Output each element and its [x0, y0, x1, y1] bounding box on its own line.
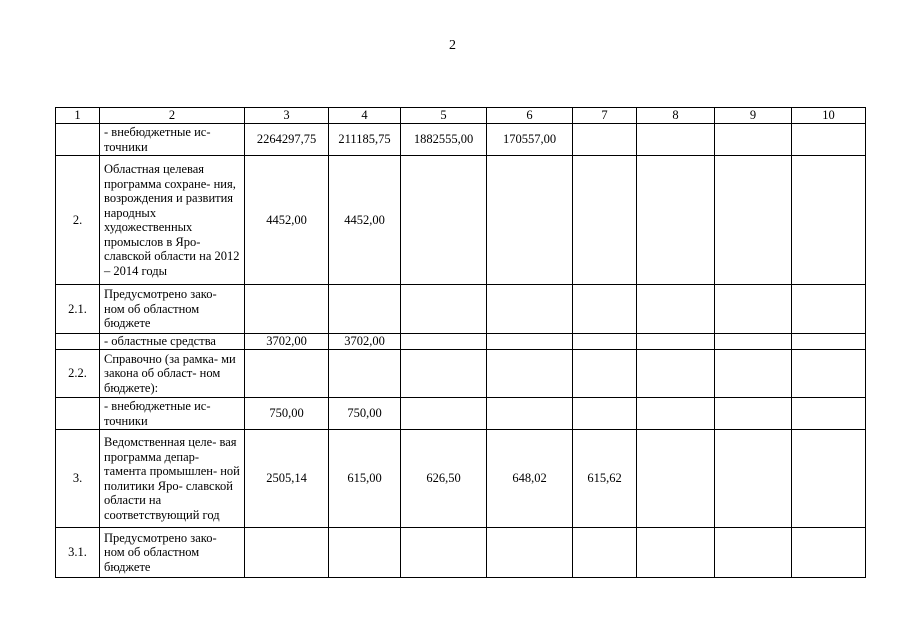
cell-c10 — [792, 124, 866, 156]
table-row — [56, 124, 866, 156]
row-number — [56, 398, 100, 430]
cell-c5 — [401, 334, 487, 350]
cell-c3: 2264297,75 — [245, 124, 329, 156]
column-header: 10 — [792, 108, 866, 124]
cell-c8 — [637, 528, 715, 578]
cell-c8 — [637, 156, 715, 285]
page-number: 2 — [449, 38, 456, 53]
cell-c10 — [792, 350, 866, 398]
row-number: 2.1. — [56, 285, 100, 334]
row-number — [56, 334, 100, 350]
row-name: Ведомственная целе- вая программа депар- тамента промышлен- ной политики Яро- славской области на соответствующий год — [100, 430, 245, 528]
cell-c3 — [245, 285, 329, 334]
cell-c5: 1882555,00 — [401, 124, 487, 156]
cell-c6: 170557,00 — [487, 124, 573, 156]
table-row — [56, 398, 866, 430]
cell-c7 — [573, 350, 637, 398]
cell-c5 — [401, 398, 487, 430]
cell-c10 — [792, 398, 866, 430]
table-row — [56, 156, 866, 285]
cell-c5 — [401, 156, 487, 285]
row-number: 2.2. — [56, 350, 100, 398]
cell-c8 — [637, 285, 715, 334]
row-name: Предусмотрено зако- ном об областном бюджете — [100, 528, 245, 578]
cell-c9 — [715, 334, 792, 350]
cell-c4 — [329, 528, 401, 578]
cell-c7 — [573, 285, 637, 334]
column-header: 8 — [637, 108, 715, 124]
cell-c5 — [401, 350, 487, 398]
row-number: 3. — [56, 430, 100, 528]
cell-c4: 4452,00 — [329, 156, 401, 285]
cell-c6 — [487, 528, 573, 578]
cell-c3: 3702,00 — [245, 334, 329, 350]
column-header: 4 — [329, 108, 401, 124]
cell-c4: 3702,00 — [329, 334, 401, 350]
row-name: Областная целевая программа сохране- ния, возрождения и развития народных художественных промыслов в Яро- славской области на 2012 – 2014 годы — [100, 156, 245, 285]
cell-c10 — [792, 285, 866, 334]
cell-c7 — [573, 334, 637, 350]
cell-c8 — [637, 334, 715, 350]
cell-c4 — [329, 350, 401, 398]
cell-c6 — [487, 398, 573, 430]
row-name: - областные средства — [100, 334, 245, 350]
cell-c6 — [487, 334, 573, 350]
cell-c9 — [715, 124, 792, 156]
cell-c10 — [792, 156, 866, 285]
table-row — [56, 528, 866, 578]
cell-c3 — [245, 528, 329, 578]
column-header: 1 — [56, 108, 100, 124]
cell-c4 — [329, 285, 401, 334]
cell-c9 — [715, 156, 792, 285]
cell-c8 — [637, 398, 715, 430]
cell-c7 — [573, 156, 637, 285]
column-header: 9 — [715, 108, 792, 124]
cell-c8 — [637, 124, 715, 156]
column-header: 3 — [245, 108, 329, 124]
row-number: 3.1. — [56, 528, 100, 578]
table-row — [56, 285, 866, 334]
cell-c3: 750,00 — [245, 398, 329, 430]
cell-c6: 648,02 — [487, 430, 573, 528]
table-header-row — [56, 108, 866, 124]
cell-c5 — [401, 528, 487, 578]
column-header: 6 — [487, 108, 573, 124]
cell-c6 — [487, 350, 573, 398]
row-number — [56, 124, 100, 156]
budget-table — [55, 107, 866, 578]
cell-c3 — [245, 350, 329, 398]
cell-c4: 211185,75 — [329, 124, 401, 156]
cell-c9 — [715, 398, 792, 430]
row-number: 2. — [56, 156, 100, 285]
table-row — [56, 334, 866, 350]
column-header: 5 — [401, 108, 487, 124]
cell-c7: 615,62 — [573, 430, 637, 528]
cell-c3: 2505,14 — [245, 430, 329, 528]
cell-c9 — [715, 430, 792, 528]
cell-c5 — [401, 285, 487, 334]
cell-c8 — [637, 350, 715, 398]
cell-c7 — [573, 528, 637, 578]
cell-c6 — [487, 285, 573, 334]
cell-c9 — [715, 528, 792, 578]
row-name: Справочно (за рамка- ми закона об област- ном бюджете): — [100, 350, 245, 398]
cell-c6 — [487, 156, 573, 285]
cell-c5: 626,50 — [401, 430, 487, 528]
cell-c7 — [573, 124, 637, 156]
cell-c10 — [792, 334, 866, 350]
row-name: Предусмотрено зако- ном об областном бюджете — [100, 285, 245, 334]
cell-c7 — [573, 398, 637, 430]
row-name: - внебюджетные ис- точники — [100, 398, 245, 430]
table-row — [56, 430, 866, 528]
cell-c4: 750,00 — [329, 398, 401, 430]
table-row — [56, 350, 866, 398]
cell-c10 — [792, 430, 866, 528]
cell-c8 — [637, 430, 715, 528]
cell-c3: 4452,00 — [245, 156, 329, 285]
column-header: 2 — [100, 108, 245, 124]
cell-c10 — [792, 528, 866, 578]
cell-c4: 615,00 — [329, 430, 401, 528]
column-header: 7 — [573, 108, 637, 124]
cell-c9 — [715, 350, 792, 398]
cell-c9 — [715, 285, 792, 334]
row-name: - внебюджетные ис- точники — [100, 124, 245, 156]
